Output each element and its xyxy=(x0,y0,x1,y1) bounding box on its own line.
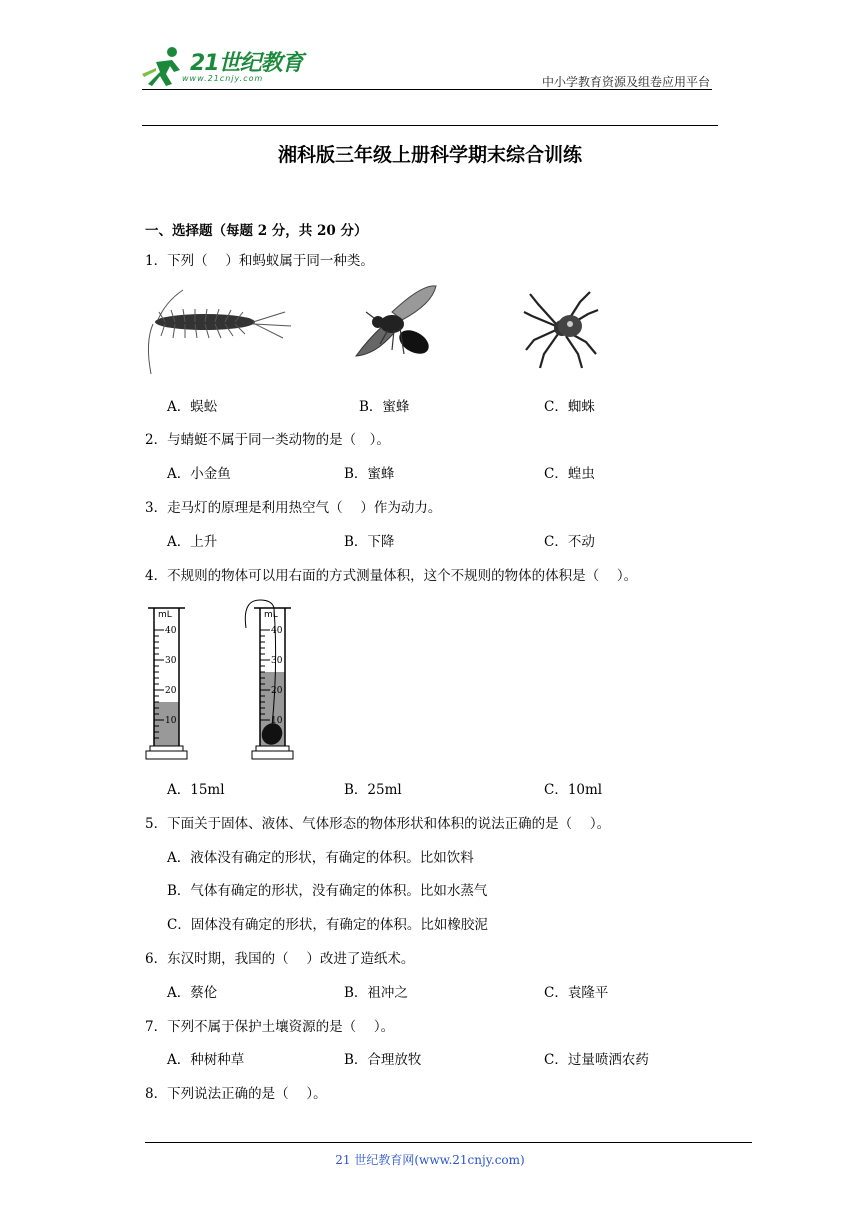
cylinder2-tick-20: 20 xyxy=(271,686,283,696)
q7-option-a[interactable]: A．种树种草 xyxy=(167,1052,245,1068)
q7-option-c[interactable]: C．过量喷洒农药 xyxy=(544,1052,649,1068)
cylinder2-tick-10: 10 xyxy=(271,716,283,726)
question-7: 7．下列不属于保护土壤资源的是（ ）。 xyxy=(145,1019,395,1035)
question-6: 6．东汉时期，我国的（ ）改进了造纸术。 xyxy=(145,951,415,967)
spider-image xyxy=(522,288,600,370)
q6-option-a[interactable]: A．蔡伦 xyxy=(167,985,218,1001)
q6-option-b[interactable]: B．祖冲之 xyxy=(344,985,408,1001)
cylinder1-unit: mL xyxy=(158,610,172,620)
bee-image xyxy=(352,284,447,364)
cylinder1-tick-30: 30 xyxy=(165,656,177,666)
logo-text: 21世纪教育 xyxy=(190,51,303,76)
cylinder2-unit: mL xyxy=(264,610,278,620)
question-2: 2．与蜻蜓不属于同一类动物的是（ ）。 xyxy=(145,432,390,448)
question-8: 8．下列说法正确的是（ ）。 xyxy=(145,1086,327,1102)
q4-option-b[interactable]: B．25ml xyxy=(344,782,402,798)
q5-option-c[interactable]: C．固体没有确定的形状，有确定的体积。比如橡胶泥 xyxy=(167,917,488,933)
footer-link[interactable]: 21 世纪教育网(www.21cnjy.com) xyxy=(335,1153,525,1167)
question-4: 4．不规则的物体可以用右面的方式测量体积，这个不规则的物体的体积是（ ）。 xyxy=(145,568,638,584)
q4-option-c[interactable]: C．10ml xyxy=(544,782,603,798)
q1-option-c[interactable]: C．蜘蛛 xyxy=(544,399,595,415)
q5-option-a[interactable]: A．液体没有确定的形状，有确定的体积。比如饮料 xyxy=(167,850,474,866)
cylinder1-tick-20: 20 xyxy=(165,686,177,696)
platform-tagline: 中小学教育资源及组卷应用平台 xyxy=(541,75,710,89)
q1-option-a[interactable]: A．蜈蚣 xyxy=(167,399,218,415)
question-1: 1．下列（ ）和蚂蚁属于同一种类。 xyxy=(145,253,374,269)
question-3: 3．走马灯的原理是利用热空气（ ）作为动力。 xyxy=(145,500,442,516)
logo-url: www.21cnjy.com xyxy=(182,74,264,83)
q3-option-a[interactable]: A．上升 xyxy=(167,534,218,550)
q2-option-a[interactable]: A．小金鱼 xyxy=(167,466,231,482)
page-title: 湘科版三年级上册科学期末综合训练 xyxy=(277,144,582,166)
q3-option-b[interactable]: B．下降 xyxy=(344,534,395,550)
cylinder2-tick-40: 40 xyxy=(271,626,283,636)
centipede-image xyxy=(145,282,295,377)
section-heading: 一、选择题（每题 2 分，共 20 分） xyxy=(145,223,368,239)
cylinder2-tick-30: 30 xyxy=(271,656,283,666)
logo xyxy=(142,44,322,92)
q1-option-b[interactable]: B．蜜蜂 xyxy=(359,399,410,415)
q6-option-c[interactable]: C．袁隆平 xyxy=(544,985,609,1001)
q4-option-a[interactable]: A．15ml xyxy=(167,782,225,798)
q7-option-b[interactable]: B．合理放牧 xyxy=(344,1052,422,1068)
title-divider xyxy=(142,125,718,126)
cylinder1-tick-10: 10 xyxy=(165,716,177,726)
footer-divider xyxy=(145,1142,752,1143)
q3-option-c[interactable]: C．不动 xyxy=(544,534,595,550)
q5-option-b[interactable]: B．气体有确定的形状，没有确定的体积。比如水蒸气 xyxy=(167,883,488,899)
q2-option-b[interactable]: B．蜜蜂 xyxy=(344,466,395,482)
q2-option-c[interactable]: C．蝗虫 xyxy=(544,466,595,482)
cylinder1-tick-40: 40 xyxy=(165,626,177,636)
measuring-cylinder-with-object xyxy=(238,596,298,762)
header-divider xyxy=(142,89,712,90)
question-5: 5．下面关于固体、液体、气体形态的物体形状和体积的说法正确的是（ ）。 xyxy=(145,816,611,832)
measuring-cylinder-water xyxy=(144,606,190,762)
